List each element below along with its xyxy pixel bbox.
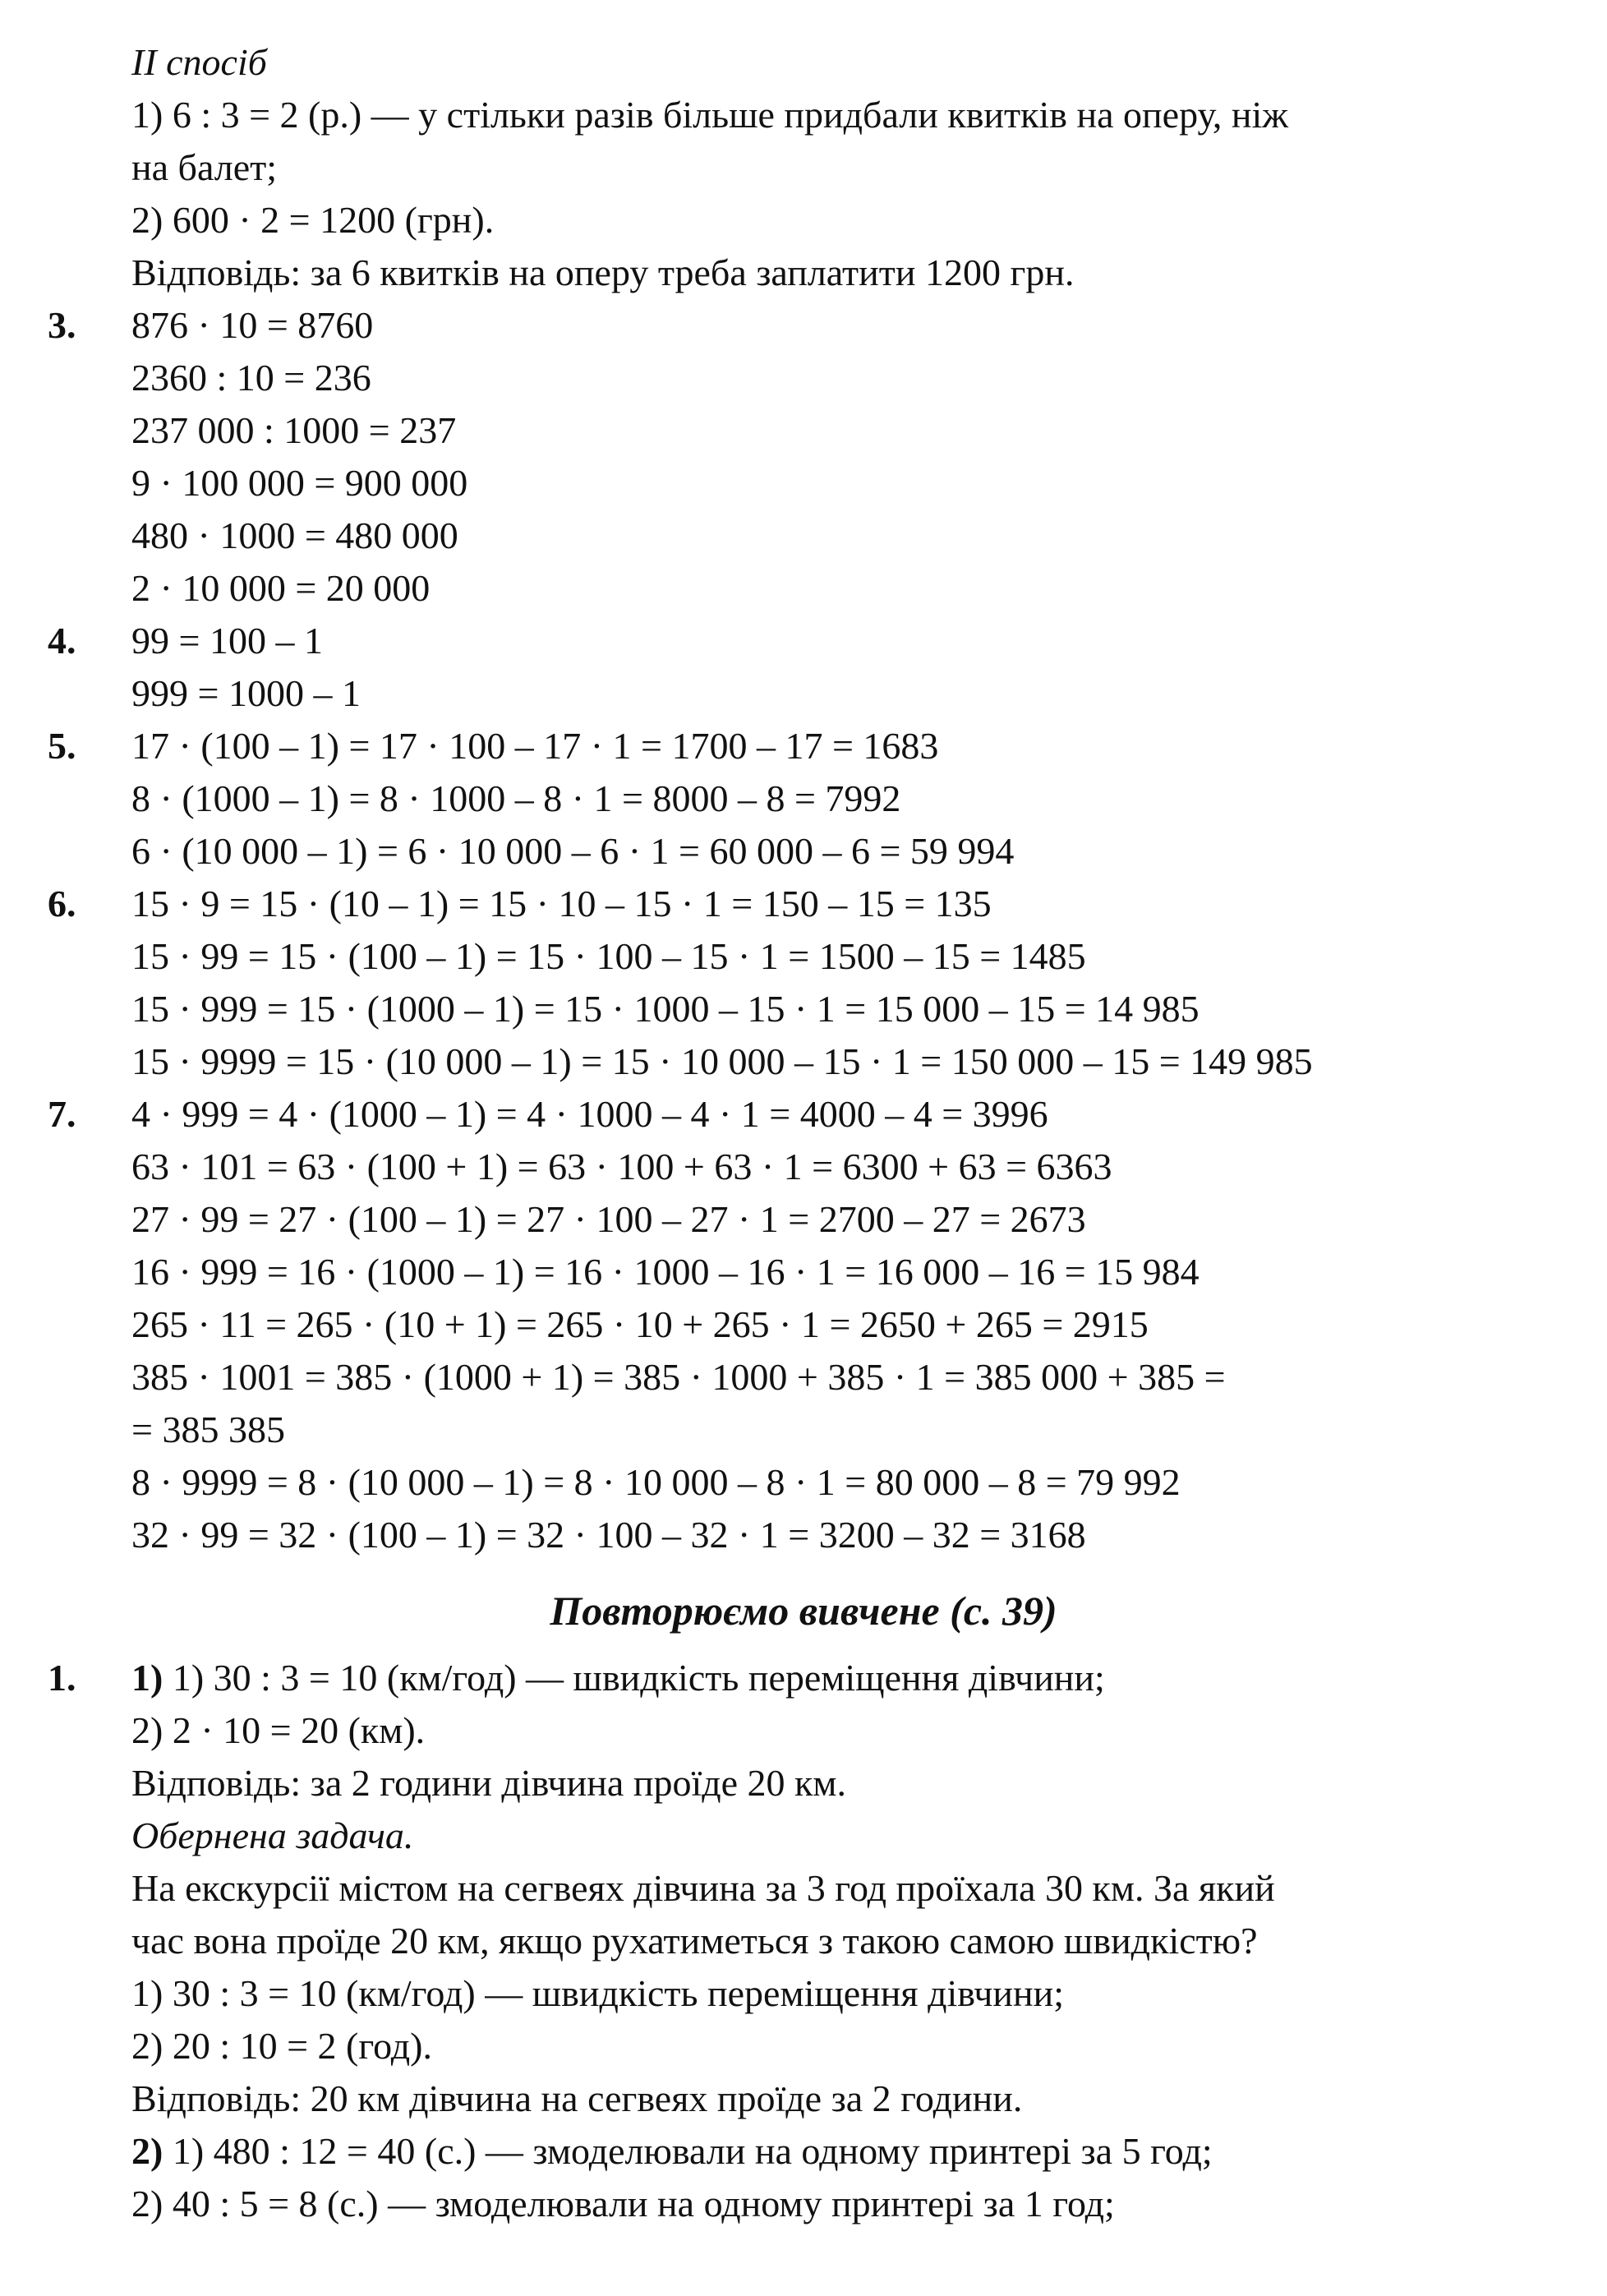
equation-line: 15 · 99 = 15 · (100 – 1) = 15 · 100 – 15 · 1 = 1500 – 15 = 1485 [131,935,1086,977]
task-number: 5. [48,725,76,767]
task-number: 4. [48,620,76,662]
answer-line: Відповідь: 20 км дівчина на сегвеях проїде за 2 години. [131,2077,1023,2119]
inverse-task-text: На екскурсії містом на сегвеях дівчина за 3 год проїхала 30 км. За який [131,1867,1275,1909]
equation-line: 15 · 999 = 15 · (1000 – 1) = 15 · 1000 – 15 · 1 = 15 000 – 15 = 14 985 [131,988,1199,1030]
equation-line: 17 · (100 – 1) = 17 · 100 – 17 · 1 = 1700 – 17 = 1683 [131,725,939,767]
section-heading: Повторюємо вивчене (с. 39) [550,1588,1057,1634]
part-label: 1) [131,1657,163,1699]
solution-line: 2) 2 · 10 = 20 (км). [131,1709,426,1751]
equation-line: 99 = 100 – 1 [131,620,323,662]
equation-line: 265 · 11 = 265 · (10 + 1) = 265 · 10 + 265 · 1 = 2650 + 265 = 2915 [131,1303,1149,1345]
equation-line: 15 · 9 = 15 · (10 – 1) = 15 · 10 – 15 · 1 = 150 – 15 = 135 [131,883,992,924]
task-number: 7. [48,1093,76,1135]
equation-line: 32 · 99 = 32 · (100 – 1) = 32 · 100 – 32 · 1 = 3200 – 32 = 3168 [131,1514,1086,1556]
equation-line: 4 · 999 = 4 · (1000 – 1) = 4 · 1000 – 4 · 1 = 4000 – 4 = 3996 [131,1093,1048,1135]
part-label: 2) [131,2130,163,2172]
text-line: 2) 600 · 2 = 1200 (грн). [131,199,495,241]
equation-line: 2360 : 10 = 236 [131,357,371,399]
equation-line: 385 · 1001 = 385 · (1000 + 1) = 385 · 1000 + 385 · 1 = 385 000 + 385 = [131,1356,1226,1398]
task-number: 3. [48,304,76,346]
equation-line: 999 = 1000 – 1 [131,672,361,714]
equation-line: 8 · (1000 – 1) = 8 · 1000 – 8 · 1 = 8000 – 8 = 7992 [131,777,901,819]
equation-line: 480 · 1000 = 480 000 [131,514,458,556]
equation-line: 2 · 10 000 = 20 000 [131,567,431,609]
answer-line: Відповідь: за 2 години дівчина проїде 20 км. [131,1762,847,1804]
inverse-task-text: час вона проїде 20 км, якщо рухатиметься з такою самою швидкістю? [131,1920,1258,1962]
equation-line: 16 · 999 = 16 · (1000 – 1) = 16 · 1000 – 16 · 1 = 16 000 – 16 = 15 984 [131,1251,1199,1293]
equation-line: 9 · 100 000 = 900 000 [131,462,468,504]
solution-line: 2) 20 : 10 = 2 (год). [131,2025,432,2067]
solution-text: 1) 480 : 12 = 40 (с.) — змоделювали на одному принтері за 5 год; [163,2130,1213,2172]
equation-line: 8 · 9999 = 8 · (10 000 – 1) = 8 · 10 000 – 8 · 1 = 80 000 – 8 = 79 992 [131,1461,1181,1503]
text-line: 1) 6 : 3 = 2 (р.) — у стільки разів більше придбали квитків на оперу, ніж [131,94,1289,136]
method-title: II спосіб [131,41,267,83]
equation-line: 6 · (10 000 – 1) = 6 · 10 000 – 6 · 1 = 60 000 – 6 = 59 994 [131,830,1015,872]
equation-line: 15 · 9999 = 15 · (10 000 – 1) = 15 · 10 000 – 15 · 1 = 150 000 – 15 = 149 985 [131,1040,1313,1082]
task-number: 6. [48,883,76,924]
solution-line: 2) 40 : 5 = 8 (с.) — змоделювали на одному принтері за 1 год; [131,2183,1115,2225]
answer-line: Відповідь: за 6 квитків на оперу треба заплатити 1200 грн. [131,251,1075,293]
equation-line: 237 000 : 1000 = 237 [131,409,457,451]
equation-line: 63 · 101 = 63 · (100 + 1) = 63 · 100 + 63 · 1 = 6300 + 63 = 6363 [131,1146,1112,1187]
solution-line [131,2125,1574,2178]
equation-line: = 385 385 [131,1408,285,1450]
text-line: на балет; [131,146,278,188]
solution-line: 1) 30 : 3 = 10 (км/год) — швидкість переміщення дівчини; [131,1972,1064,2014]
equation-line: 27 · 99 = 27 · (100 – 1) = 27 · 100 – 27 · 1 = 2700 – 27 = 2673 [131,1198,1086,1240]
solution-line [131,1652,1574,1704]
task-number: 1. [48,1657,76,1699]
solution-text: 1) 30 : 3 = 10 (км/год) — швидкість переміщення дівчини; [163,1657,1105,1699]
inverse-task-title: Обернена задача. [131,1814,414,1856]
equation-line: 876 · 10 = 8760 [131,304,374,346]
